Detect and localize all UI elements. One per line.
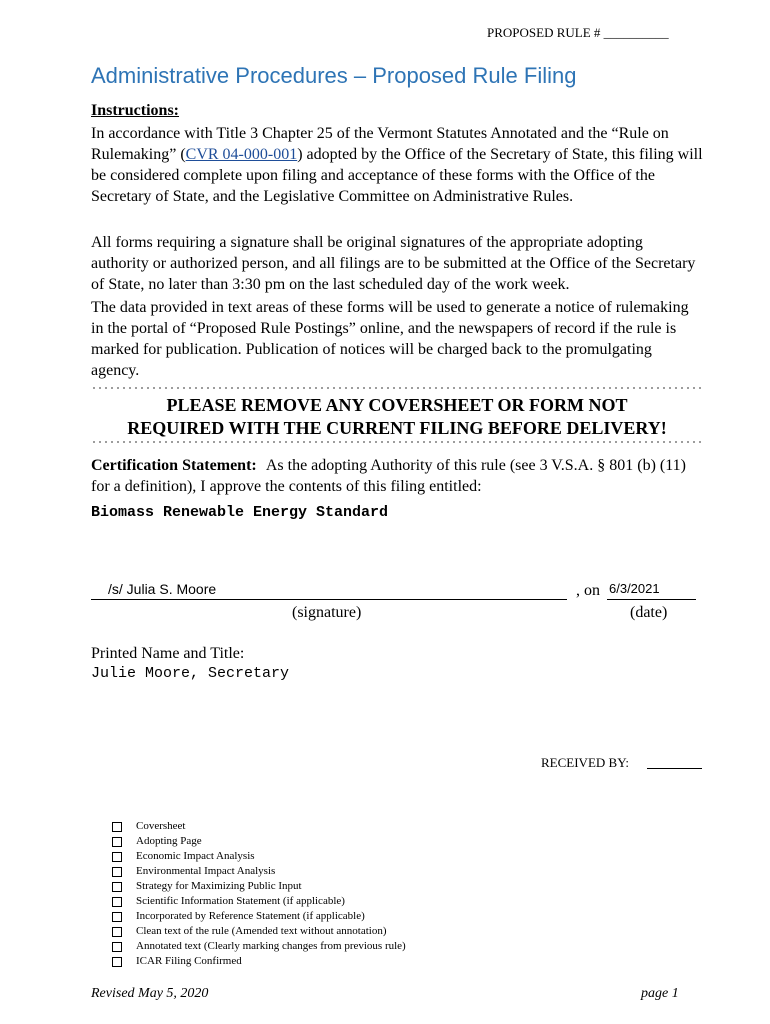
checklist-item	[112, 879, 406, 894]
signature-value[interactable]: /s/ Julia S. Moore	[108, 581, 217, 597]
signature-caption: (signature)	[292, 604, 362, 621]
checkbox-icon[interactable]	[112, 897, 122, 907]
warning-line-2: REQUIRED WITH THE CURRENT FILING BEFORE DELIVERY!	[127, 418, 667, 438]
checklist-item-label: Environmental Impact Analysis	[136, 865, 276, 877]
checkbox-icon[interactable]	[112, 912, 122, 922]
checkbox-icon[interactable]	[112, 867, 122, 877]
checklist-item-label: Economic Impact Analysis	[136, 850, 255, 862]
date-value[interactable]: 6/3/2021	[609, 581, 660, 596]
checklist-item	[112, 849, 406, 864]
dotted-divider-top	[91, 386, 701, 390]
instructions-text-after-link: ) adopted by the Office of the Secretary of State, this filing will be considered complete upon filing and acceptance of these forms with the Office of the Secretary of State, and the Legislative Committee on Administrative Rules.	[91, 146, 703, 205]
checklist-item	[112, 954, 406, 969]
page-number: page 1	[641, 986, 679, 1001]
instructions-paragraph-1	[91, 123, 703, 207]
checklist-item-label: Scientific Information Statement (if applicable)	[136, 895, 345, 907]
checklist-item-label: Coversheet	[136, 820, 186, 832]
received-by-line	[647, 768, 702, 769]
checkbox-icon[interactable]	[112, 822, 122, 832]
cvr-link[interactable]: CVR 04-000-001	[185, 146, 298, 163]
checkbox-icon[interactable]	[112, 957, 122, 967]
checklist-item-label: ICAR Filing Confirmed	[136, 955, 242, 967]
page-title: Administrative Procedures – Proposed Rule Filing	[91, 63, 577, 88]
date-line	[607, 599, 696, 600]
checklist-item-label: Incorporated by Reference Statement (if applicable)	[136, 910, 365, 922]
checkbox-icon[interactable]	[112, 837, 122, 847]
checklist-item	[112, 924, 406, 939]
checkbox-icon[interactable]	[112, 927, 122, 937]
revised-date: Revised May 5, 2020	[91, 986, 209, 1001]
printed-name-label: Printed Name and Title:	[91, 645, 245, 662]
printed-name-value[interactable]: Julie Moore, Secretary	[91, 665, 290, 682]
warning-line-1: PLEASE REMOVE ANY COVERSHEET OR FORM NOT	[166, 395, 628, 415]
received-by-label: RECEIVED BY:	[541, 755, 629, 770]
certification-statement	[91, 455, 703, 497]
checklist-item	[112, 939, 406, 954]
checklist-item-label: Clean text of the rule (Amended text without annotation)	[136, 925, 387, 937]
checklist-item	[112, 819, 406, 834]
signature-line	[91, 599, 567, 600]
instructions-heading: Instructions:	[91, 102, 180, 119]
proposed-rule-number: PROPOSED RULE # __________	[487, 25, 669, 40]
checklist-item	[112, 894, 406, 909]
checklist-item-label: Annotated text (Clearly marking changes from previous rule)	[136, 940, 406, 952]
checkbox-icon[interactable]	[112, 882, 122, 892]
instructions-paragraph-3: The data provided in text areas of these forms will be used to generate a notice of rulemaking in the portal of “Proposed Rule Postings” online, and the newspapers of record if the rule is marked for publication. Publication of notices will be charged back to the promulgating agency.	[91, 299, 689, 379]
dotted-divider-bottom	[91, 440, 701, 444]
on-label: , on	[576, 582, 600, 599]
rule-title: Biomass Renewable Energy Standard	[91, 504, 389, 521]
date-caption: (date)	[630, 604, 668, 621]
certification-text: As the adopting Authority of this rule (see 3 V.S.A. § 801 (b) (11) for a definition), I approve the contents of this filing entitled:	[91, 457, 686, 495]
checkbox-icon[interactable]	[112, 852, 122, 862]
checklist-item-label: Adopting Page	[136, 835, 202, 847]
checkbox-icon[interactable]	[112, 942, 122, 952]
filing-checklist	[112, 819, 406, 969]
checklist-item	[112, 864, 406, 879]
instructions-text-before-link: In accordance with Title 3 Chapter 25 of the Vermont Statutes Annotated and the “Rule on Rulemaking” (	[91, 125, 669, 163]
checklist-item	[112, 834, 406, 849]
checklist-item-label: Strategy for Maximizing Public Input	[136, 880, 302, 892]
instructions-paragraph-2: All forms requiring a signature shall be original signatures of the appropriate adopting authority or authorized person, and all filings are to be submitted at the Office of the Secretary of State, no later than 3:30 pm on the last scheduled day of the work week.	[91, 234, 696, 293]
certification-label: Certification Statement:	[91, 457, 257, 474]
checklist-item	[112, 909, 406, 924]
warning-notice	[91, 394, 703, 440]
